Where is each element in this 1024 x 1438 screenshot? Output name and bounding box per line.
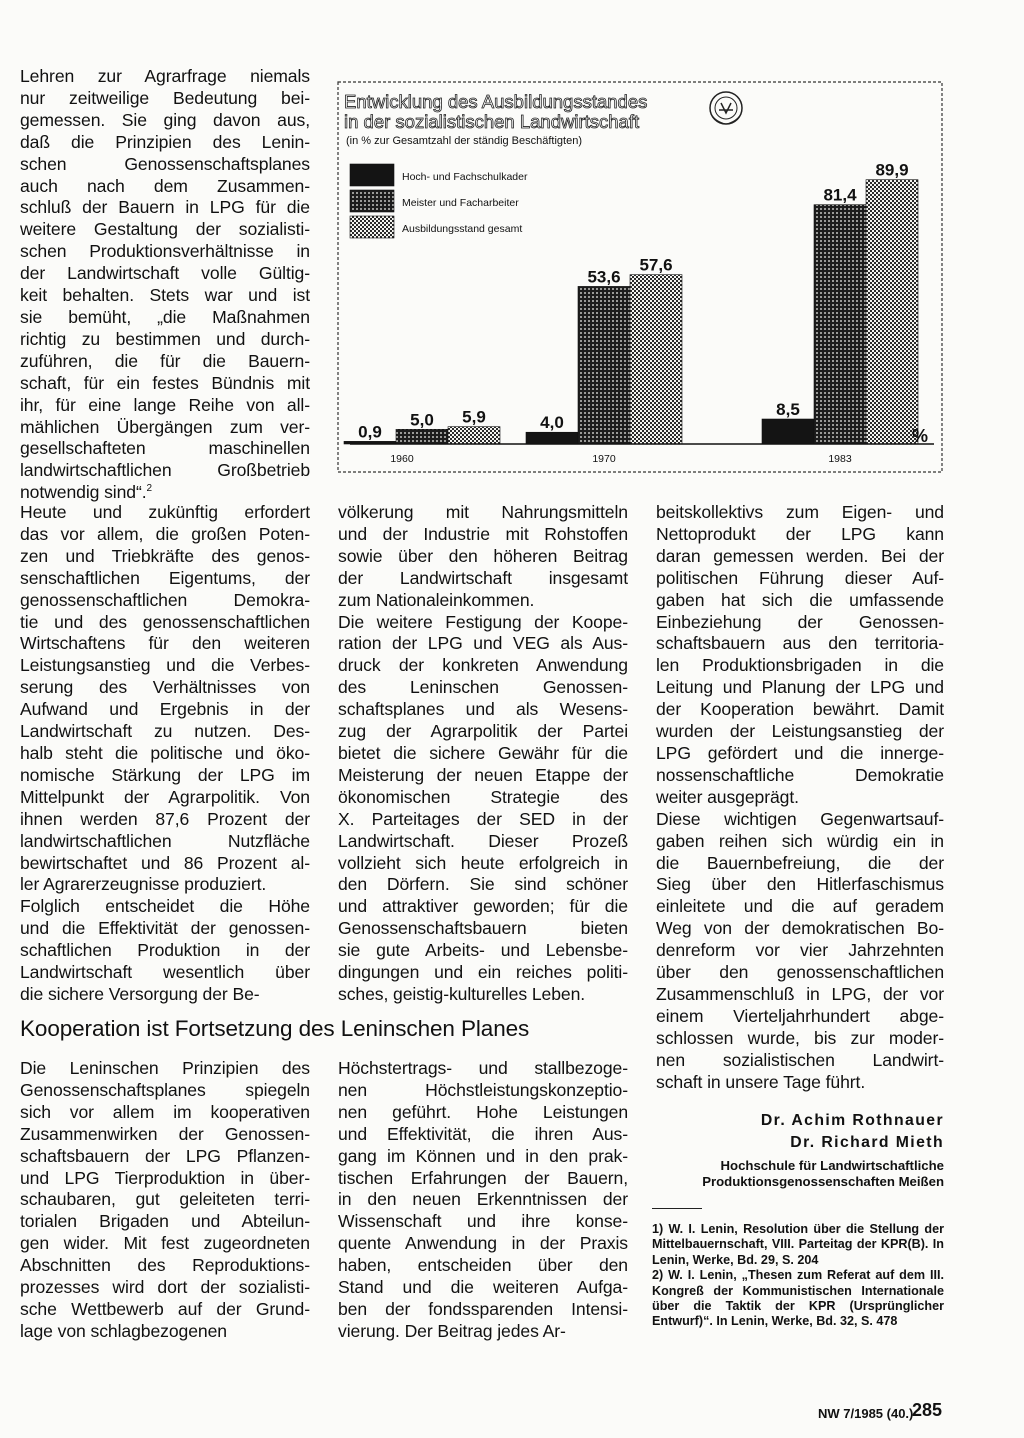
chart-data-label: 5,0	[410, 410, 434, 430]
text-line: einleitete und die auf geradem	[656, 896, 944, 917]
text-line: und die Effektivität der genossen-	[20, 918, 310, 939]
chart-bar	[448, 427, 500, 444]
text-column-center-middle	[338, 502, 628, 1006]
text-line: und attraktiver geworden; für die	[338, 896, 628, 917]
text-line: gaben hat sich die umfassende	[656, 589, 944, 610]
author-institution	[640, 1158, 944, 1190]
text-line: ler Agrarerzeugnisse produziert.	[20, 874, 267, 895]
text-line: weitere Gestaltung der sozialisti-	[20, 219, 310, 240]
text-line: der Landwirtschaft insgesamt	[338, 567, 628, 588]
text-line: Zusammenschluß in LPG, der vor	[656, 983, 944, 1004]
text-line: Wirtschaftens für den weiteren	[20, 633, 310, 654]
text-line: serung des Verhältnisses von	[20, 677, 310, 698]
text-line: ihr, für eine lange Reihe von all-	[20, 394, 310, 415]
legend-label: Hoch- und Fachschulkader	[402, 171, 528, 183]
text-column-right-middle	[656, 502, 944, 1093]
chart-data-label: 0,9	[358, 422, 382, 442]
author-name: Dr. Achim Rothnauer	[760, 1112, 944, 1129]
text-line: weiter ausgeprägt.	[656, 786, 799, 807]
text-line: gaben reihen sich würdig ein in	[656, 830, 944, 851]
text-line: mählichen Übergängen zum ver-	[20, 416, 310, 437]
text-line: sie gute Arbeits- und Lebensbe-	[338, 940, 628, 961]
text-line: haben, entscheiden über den	[338, 1255, 628, 1276]
chart-data-label: 8,5	[776, 400, 800, 420]
author-name: Dr. Richard Mieth	[790, 1134, 944, 1151]
text-line: und LPG Tierproduktion in über-	[20, 1167, 310, 1188]
text-line: nen geführt. Hohe Leistungen	[338, 1101, 628, 1122]
text-line: gang im Können und in den prak-	[338, 1145, 628, 1166]
text-line: Leitung und Planung der LPG und	[656, 677, 944, 698]
text-line: Wissenschaft und ihre konse-	[338, 1211, 628, 1232]
text-line: Meisterung der neuen Etappe der	[338, 764, 628, 785]
text-line: X. Parteitages der SED in der	[338, 808, 628, 829]
text-line: schluß der Bauern in LPG für die	[20, 197, 310, 218]
chart-x-tick-label: 1970	[592, 453, 616, 465]
text-line: vollzieht sich heute erfolgreich in	[338, 852, 628, 873]
text-line: schaubaren, gut geleiteten terri-	[20, 1189, 310, 1210]
text-line: Leistungsanstieg und die Verbes-	[20, 655, 310, 676]
text-line: gen wider. Mit fest zugeordneten	[20, 1233, 310, 1254]
chart-data-label: 89,9	[875, 160, 909, 180]
text-line: genossenschaftlichen Demokra-	[20, 589, 310, 610]
text-line: schen Genossenschaftsplanes	[20, 153, 310, 174]
text-column-left-top	[20, 66, 310, 504]
text-line: schen Produktionsverhältnisse in	[20, 241, 310, 262]
institution-line: Produktionsgenossenschaften Meißen	[702, 1174, 944, 1189]
text-line: dingungen und ein reiches politi-	[338, 962, 628, 983]
text-line: schaftsplanes und als Wesens-	[338, 699, 628, 720]
text-line: Nettoprodukt der LPG kann	[656, 523, 944, 544]
text-line: schaft, für ein festes Bündnis mit	[20, 372, 310, 393]
text-line: Folglich entscheidet die Höhe	[20, 896, 310, 917]
text-line: bewirtschaftet und 86 Prozent al-	[20, 852, 310, 873]
text-line: daß die Prinzipien des Lenin-	[20, 131, 310, 152]
text-line: des Leninschen Genossen-	[338, 677, 628, 698]
text-line: len Produktionsbrigaden in die	[656, 655, 944, 676]
text-line: daran gemessen werden. Bei der	[656, 545, 944, 566]
text-line: Die weitere Festigung der Koope-	[338, 611, 628, 632]
text-line: schaftsbauern aus den territoria-	[656, 633, 944, 654]
text-line: nur zeitweilige Bedeutung bei-	[20, 87, 310, 108]
chart-data-label: 4,0	[540, 413, 564, 433]
text-line: politischen Führung dieser Auf-	[656, 567, 944, 588]
text-line: sie bemüht, „die Maßnahmen	[20, 306, 310, 327]
text-line: schaftsbauern der LPG Pflanzen-	[20, 1145, 310, 1166]
chart-bar	[814, 205, 866, 444]
text-line: nen Höchstleistungskonzeptio-	[338, 1079, 628, 1100]
text-line: schaftlichen Produktion in der	[20, 940, 310, 961]
chart-data-label: 81,4	[823, 185, 857, 205]
chart-bar	[630, 275, 682, 444]
text-line: Diese wichtigen Gegenwartsauf-	[656, 808, 944, 829]
text-line: quente Anwendung in der Praxis	[338, 1233, 628, 1254]
chart-corner-mark: %	[912, 426, 929, 446]
text-line: Landwirtschaft zu nutzen. Des-	[20, 721, 310, 742]
footnote: 2) W. I. Lenin, „Thesen zum Referat auf dem III. Kongreß der Kommunistischen Internationale über die Taktik der KPR (Ursprünglicher Entwurf)“. In Lenin, Werke, Bd. 32, S. 478	[652, 1268, 944, 1329]
chart-data-label: 53,6	[587, 267, 621, 287]
chart-x-tick-label: 1983	[828, 453, 852, 465]
text-line: ben der fondssparenden Intensi-	[338, 1298, 628, 1319]
text-line: Abschnitten des Reproduktions-	[20, 1255, 310, 1276]
institution-line: Hochschule für Landwirtschaftliche	[720, 1158, 944, 1173]
text-line: tie und des genossenschaftlichen	[20, 611, 310, 632]
text-line: ration der LPG und VEG als Aus-	[338, 633, 628, 654]
text-line: LPG gefördert und die innerge-	[656, 742, 944, 763]
text-line: Mittelpunkt der Agrarpolitik. Von	[20, 786, 310, 807]
text-line: sich vor allem im kooperativen	[20, 1101, 310, 1122]
text-line: sowie über den höheren Beitrag	[338, 545, 628, 566]
education-level-chart	[336, 80, 944, 474]
chart-title-line-1: Entwicklung des Ausbildungsstandes	[344, 91, 648, 112]
text-line: druck der konkreten Anwendung	[338, 655, 628, 676]
chart-x-tick-label: 1960	[390, 453, 414, 465]
chart-data-label: 5,9	[462, 407, 486, 427]
text-line: Höchstertrags- und stallbezoge-	[338, 1058, 628, 1078]
text-line: die sichere Versorgung der Be-	[20, 983, 260, 1004]
legend-swatch	[350, 216, 394, 238]
text-line: nomische Stärkung der LPG im	[20, 764, 310, 785]
text-line: der Landwirtschaft volle Gültig-	[20, 263, 310, 284]
legend-swatch	[350, 164, 394, 186]
text-line: denreform vor vier Jahrzehnten	[656, 940, 944, 961]
text-line: Heute und zukünftig erfordert	[20, 502, 310, 522]
text-line: Zusammenwirken der Genossen-	[20, 1123, 310, 1144]
text-line: in den neuen Erkenntnissen der	[338, 1189, 628, 1210]
text-line: lage von schlagbezogenen	[20, 1320, 227, 1341]
text-line: schlossen wurde, bis zur moder-	[656, 1027, 944, 1048]
text-line: Landwirtschaft. Dieser Prozeß	[338, 830, 628, 851]
text-line: notwendig sind“.$^2$	[20, 482, 152, 503]
text-line: richtig zu bestimmen und durch-	[20, 328, 310, 349]
text-line: und der Industrie mit Rohstoffen	[338, 523, 628, 544]
legend-label: Meister und Facharbeiter	[402, 197, 519, 209]
text-line: tischen Erfahrungen der Bauern,	[338, 1167, 628, 1188]
text-line: über den genossenschaftlichen	[656, 962, 944, 983]
legend-label: Ausbildungsstand gesamt	[402, 223, 523, 235]
text-line: landwirtschaftlichen Nutzfläche	[20, 830, 310, 851]
emblem-icon	[710, 92, 742, 124]
text-line: prozesses wird dort der sozialisti-	[20, 1277, 310, 1298]
text-line: sche Wettbewerb auf der Grund-	[20, 1298, 310, 1319]
text-line: torialen Brigaden und Abteilun-	[20, 1211, 310, 1232]
text-line: einem Vierteljahrhundert abge-	[656, 1005, 944, 1026]
text-column-left-bottom	[20, 1058, 310, 1343]
chart-bar	[578, 286, 630, 444]
chart-subtitle: (in % zur Gesamtzahl der ständig Beschäftigten)	[346, 135, 583, 147]
text-line: Einbeziehung der Genossen-	[656, 611, 944, 632]
chart-legend	[350, 164, 528, 238]
text-column-left-middle	[20, 502, 310, 1006]
text-line: schaft in unsere Tage führt.	[656, 1071, 866, 1092]
text-line: beitskollektivs zum Eigen- und	[656, 502, 944, 522]
chart-data-label: 57,6	[639, 255, 673, 275]
chart-bar	[762, 419, 814, 444]
text-line: Genossenschaftsbauern bieten	[338, 918, 628, 939]
footnotes	[652, 1222, 944, 1330]
text-line: nen sozialistischen Landwirt-	[656, 1049, 944, 1070]
text-line: Aufwand und Ergebnis in der	[20, 699, 310, 720]
text-line: nossenschaftliche Demokratie	[656, 764, 944, 785]
chart-title-line-2: in der sozialistischen Landwirtschaft	[344, 111, 640, 132]
text-line: den Dörfern. Sie sind schöner	[338, 874, 628, 895]
text-line: das vor allem, die großen Poten-	[20, 523, 310, 544]
text-line: bietet die sichere Gewähr für die	[338, 742, 628, 763]
footnote-divider	[652, 1208, 702, 1209]
text-line: ihnen werden 87,6 Prozent der	[20, 808, 310, 829]
text-line: zuführen, die für die Bauern-	[20, 350, 310, 371]
text-line: Genossenschaftsplanes spiegeln	[20, 1079, 310, 1100]
chart-bar	[526, 432, 578, 444]
text-line: keit behalten. Stets war und ist	[20, 285, 310, 306]
text-line: zum Nationaleinkommen.	[338, 589, 535, 610]
chart-bar	[396, 429, 448, 444]
text-column-center-bottom	[338, 1058, 628, 1343]
footnote-marker: 2	[146, 483, 152, 495]
text-line: gesellschafteten maschinellen	[20, 438, 310, 459]
text-line: Landwirtschaft wesentlich über	[20, 962, 310, 983]
text-line: senschaftlichen Eigentums, der	[20, 567, 310, 588]
page-number: 285	[912, 1400, 943, 1420]
text-line: Lehren zur Agrarfrage niemals	[20, 66, 310, 86]
text-line: Die Leninschen Prinzipien des	[20, 1058, 310, 1078]
text-line: zen und Triebkräfte des genos-	[20, 545, 310, 566]
chart-bar	[866, 180, 918, 444]
text-line: zug der Agrarpolitik der Partei	[338, 721, 628, 742]
text-line: und Effektivität, die ihren Aus-	[338, 1123, 628, 1144]
text-line: die Bauernbefreiung, die der	[656, 852, 944, 873]
text-line: völkerung mit Nahrungsmitteln	[338, 502, 628, 522]
text-line: Weg von der demokratischen Bo-	[656, 918, 944, 939]
text-line: Sieg über den Hitlerfaschismus	[656, 874, 944, 895]
text-line: sches, geistig-kulturelles Leben.	[338, 983, 586, 1004]
chart-x-axis	[390, 453, 852, 465]
issue-label: NW 7/1985 (40.)	[818, 1406, 914, 1421]
text-line: gemessen. Sie ging davon aus,	[20, 109, 310, 130]
text-line: wurden der Leistungsanstieg der	[656, 721, 944, 742]
author-signature	[640, 1110, 944, 1154]
footnote: 1) W. I. Lenin, Resolution über die Stellung der Mittelbauernschaft, VIII. Parteitag der KPR(B). In Lenin, Werke, Bd. 29, S. 204	[652, 1222, 944, 1267]
text-line: der Kooperation bewährt. Damit	[656, 699, 944, 720]
text-line: ökonomischen Strategie des	[338, 786, 628, 807]
text-line: landwirtschaftlichen Großbetrieb	[20, 460, 310, 481]
text-line: Stand und die weiteren Aufga-	[338, 1277, 628, 1298]
text-line: vierung. Der Beitrag jedes Ar-	[338, 1320, 566, 1341]
legend-swatch	[350, 190, 394, 212]
section-heading: Kooperation ist Fortsetzung des Leninschen Planes	[20, 1016, 530, 1041]
text-line: halb steht die politische und öko-	[20, 742, 310, 763]
text-line: auch nach dem Zusammen-	[20, 175, 310, 196]
